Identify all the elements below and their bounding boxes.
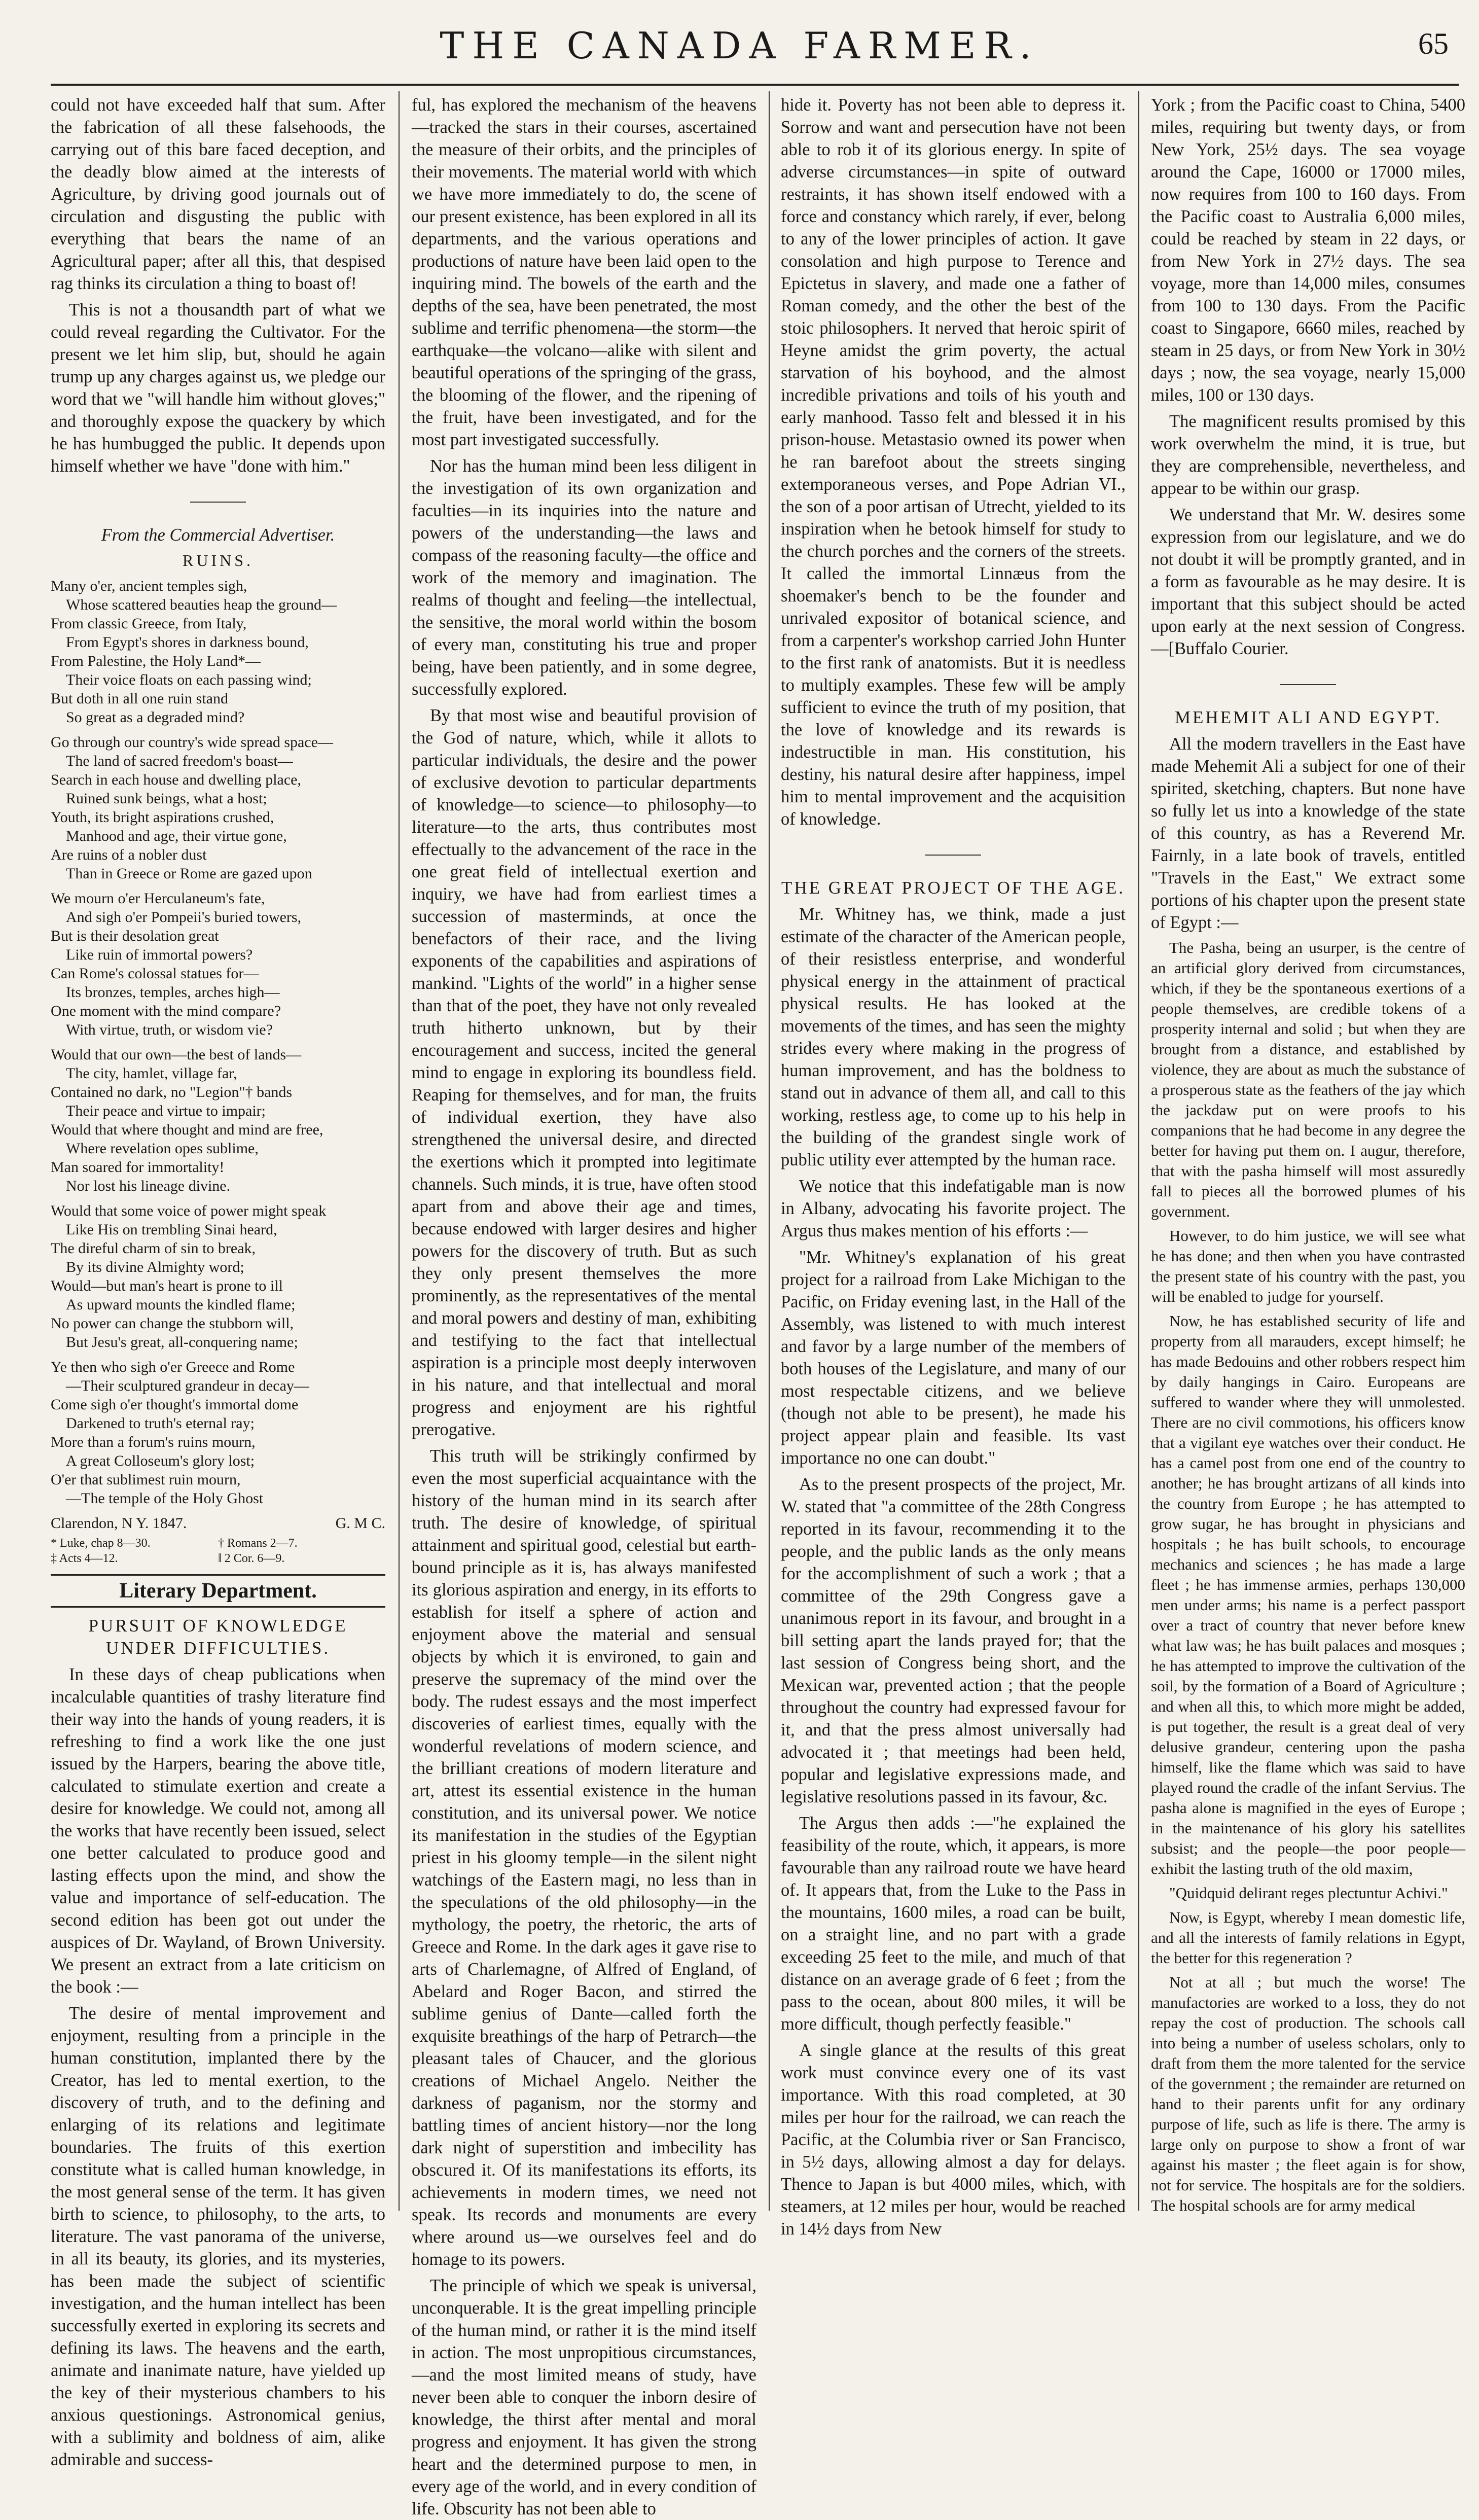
page-number: 65 bbox=[1418, 27, 1449, 60]
poem-line: Darkened to truth's eternal ray; bbox=[66, 1415, 255, 1432]
poem-line: No power can change the stubborn will, bbox=[51, 1315, 294, 1332]
poem-stanza bbox=[51, 577, 385, 727]
article-paragraph: In these days of cheap publications when incalculable quantities of trashy literature find their way into the hands of young readers, it is refreshing to find a work like the one just issued by the Harpers, bearing the above title, calculated to stimulate exertion and create a desire for knowledge. We could not, among all the works that have recently been issued, select one better calculated to produce good and lasting effects upon the mind, and show the value and importance of self-education. The second edition has been got out under the auspices of Dr. Wayland, of Brown University. We present an extract from a late criticism on the book :— bbox=[51, 1665, 385, 1997]
poem-line: Like ruin of immortal powers? bbox=[66, 946, 253, 963]
column-3 bbox=[781, 94, 1126, 2239]
article-paragraph: We understand that Mr. W. desires some expression from our legislature, and we do not doubt it will be promptly granted, and in a form as favourable as he may desire. It is important that this subject should be acted upon early at the next session of Congress.—[Buffalo Courier. bbox=[1151, 505, 1465, 658]
poem-line: More than a forum's ruins mourn, bbox=[51, 1434, 256, 1450]
article-paragraph: hide it. Poverty has not been able to depress it. Sorrow and want and persecution have not been able to rob it of its glorious energy. In spite of adverse circumstances—in spite of outward restraints, it has shown itself endowed with a force and constancy which rarely, if ever, belong to any of the lower principles of action. It gave consolation and high purpose to Terence and Epictetus in slavery, and made one a father of Roman comedy, and the other the best of the stoic philosophers. It nerved that heroic spirit of Heyne amidst the grim poverty, the actual starvation of his boyhood, and the almost incredible privations and toils of his youth and early manhood. Tasso felt and blessed it in his prison-house. Metastasio owned its power when he ran barefoot about the streets singing extemporaneous verses, and Pope Adrian VI., the son of a poor artisan of Utrecht, yielded to its inspiration when he betook himself for study to the church porches and the corners of the streets. It called the immortal Linnæus from the shoemaker's bench to be the founder and unrivaled expositor of botanical science, and from a carpenter's workshop carried John Hunter to the first rank of anatomists. But it is needless to multiply examples. These few will be amply sufficient to evince the truth of my position, that the love of knowledge and its rewards is indestructible in man. His constitution, his destiny, his natural desire after happiness, impel him to mental improvement and the acquisition of knowledge. bbox=[781, 95, 1126, 829]
poem-line: But Jesu's great, all-conquering name; bbox=[66, 1334, 298, 1351]
column-1 bbox=[51, 94, 385, 2469]
article-paragraph: Mr. Whitney has, we think, made a just estimate of the character of the American people, of their resistless enterprise, and wonderful physical energy in the attainment of practical physical results. He has looked at the movements of the times, and has seen the mighty strides every where making in the progress of human improvement, and has the boldness to stand out in advance of them all, and call to this working, restless age, to come up to his help in the building of the grandest single work of public utility ever attempted by the human race. bbox=[781, 905, 1126, 1169]
poem-line: Manhood and age, their virtue gone, bbox=[66, 828, 287, 844]
footnote: * Luke, chap 8—30. bbox=[51, 1537, 151, 1550]
article-paragraph: Not at all ; but much the worse! The manufactories are worked to a loss, they do not repay the cost of production. The schools call into being a number of useless scholars, only to draft from them the more talented for the service of the government ; the remainder are returned on hand to their parents unfit for any ordinary purpose of life, such as life is there. The army is large only on purpose to show a front of war against his master ; the fleet again is for show, not for service. The hospitals are for the soldiers. The hospital schools are for army medical bbox=[1151, 1973, 1465, 2214]
poem-line: Where revelation opes sublime, bbox=[66, 1140, 259, 1157]
poem-source: From the Commercial Advertiser. bbox=[101, 525, 335, 545]
ornament-divider bbox=[51, 489, 385, 512]
poem-stanza bbox=[51, 889, 385, 1039]
article-headline: PURSUIT OF KNOWLEDGE UNDER DIFFICULTIES. bbox=[88, 1616, 348, 1658]
latin-quote: "Quidquid delirant reges plectuntur Achivi." bbox=[1169, 1884, 1448, 1902]
poem-line: As upward mounts the kindled flame; bbox=[66, 1296, 296, 1313]
poem-place-date: Clarendon, N Y. 1847. bbox=[51, 1515, 187, 1532]
poem-line: So great as a degraded mind? bbox=[66, 709, 245, 726]
article-paragraph: This truth will be strikingly confirmed by even the most superficial acquaintance with the history of the human mind in its search after truth. The desire of knowledge, of spiritual attainment and spiritual good, celestial but earth-bound principle as it is, has always manifested its glorious aspiration and energy, in its efforts to establish for itself a sphere of action and enjoyment above the material and sensual objects by which it is environed, to gain and preserve the supremacy of the mind over the body. The rudest essays and the most imperfect discoveries of earliest times, equally with the wonderful revelations of modern science, and the brilliant creations of modern literature and art, attest its essential existence in the human constitution, and its universal power. We notice its manifestation in the studies of the Egyptian priest in his gloomy temple—in the silent night watchings of the Eastern magi, no less than in the speculations of the old philosophy—in the mythology, the poetry, the rhetoric, the arts of Greece and Rome. In the dark ages it gave rise to arts of Charlemagne, of Alfred of England, of Abelard and Roger Bacon, and stirred the sublime genius of Dante—called forth the exquisite breathings of the harp of Petrarch—the pleasant tales of Chaucer, and the glorious creations of Michael Angelo. Neither the darkness of paganism, nor the stormy and battling times of ancient history—nor the long dark night of superstition and imbecility has obscured it. Of its manifestations its efforts, its achievements in modern times, we need not speak. Its records and monuments are every where around us—we ourselves feel and do homage to its powers. bbox=[412, 1446, 756, 2269]
poem-line: —Their sculptured grandeur in decay— bbox=[66, 1377, 309, 1394]
article-paragraph: York ; from the Pacific coast to China, 5400 miles, requiring but twenty days, or from New York, 25½ days. The sea voyage around the Cape, 16000 or 17000 miles, now requires from 100 to 160 days. From the Pacific coast to Australia 6,000 miles, could be reached by steam in 22 days, or from New York in 27½ days. The sea voyage, more than 14,000 miles, consumes from 100 to 130 days. From the Pacific coast to Singapore, 6660 miles, reached by steam in 25 days, or from New York in 30½ days ; now, the sea voyage, nearly 15,000 miles, 100 or 130 days. bbox=[1151, 95, 1465, 405]
article-paragraph: A single glance at the results of this great work must convince every one of its vast importance. With this road completed, at 30 miles per hour for the railroad, we can reach the Pacific, at the Columbia river or San Francisco, in 5½ days, allowing almost a day for delays. Thence to Japan is but 4000 miles, which, with steamers, at 12 miles per hour, would be reached in 14½ days from New bbox=[781, 2041, 1126, 2239]
article-paragraph: Now, he has established security of life and property from all marauders, except himself; he has made Bedouins and other robbers respect him by daily hangings in Cairo. Europeans are suffered to wander where they will unmolested. There are no civil commotions, his officers know that a vigilant eye watches over their conduct. He has a camel post from one end of the country to another; he has brought artizans of all kinds into the country from Europe ; he has attempted to grow sugar, he has brought in physicians and hospitals ; he has built schools, to encourage mechanics and sciences ; he has made a large fleet ; he has immense armies, perhaps 130,000 men under arms; his name is a perfect passport over a tract of country that never before knew what law was; he has built palaces and mosques ; he has attempted to improve the cultivation of the soil, by the formation of a Board of Agriculture ; and when all this, to which more might be added, is put together, the result is a great deal of very delusive grandeur, centering upon the pasha himself, like the flame which was said to have played round the cradle of the infant Servius. The pasha alone is magnified in the eyes of Europe ; in the maintenance of his glory his satellites subsist; and the people—the poor people—exhibit the lasting truth of the old maxim, bbox=[1151, 1312, 1465, 1877]
article-headline: MEHEMIT ALI AND EGYPT. bbox=[1174, 707, 1442, 727]
poem-signature bbox=[51, 1514, 385, 1533]
poem-line: Come sigh o'er thought's immortal dome bbox=[51, 1396, 299, 1413]
poem bbox=[51, 577, 385, 1508]
poem-line: Go through our country's wide spread space— bbox=[51, 734, 333, 751]
poem-line: We mourn o'er Herculaneum's fate, bbox=[51, 890, 265, 907]
poem-stanza bbox=[51, 1045, 385, 1195]
article-paragraph: ful, has explored the mechanism of the heavens—tracked the stars in their courses, ascertained the measure of their orbits, and the principles of their movements. The material world with which we have more immediately to do, the scene of our present existence, has been explored in all its departments, and the various operations and productions of nature have been laid open to the inquiring mind. The bowels of the earth and the depths of the sea, have been penetrated, the most sublime and terrific phenomena—the storm—the earthquake—the volcano—alike with silent and beautiful operations of the springing of the grass, the blooming of the flower, and the ripening of the fruit, have been investigated, and for the most part investigated successfully. bbox=[412, 95, 756, 449]
poem-line: But is their desolation great bbox=[51, 928, 219, 944]
poem-line: Can Rome's colossal statues for— bbox=[51, 965, 259, 982]
article-paragraph: This is not a thousandth part of what we could reveal regarding the Cultivator. For the present we let him slip, but, should he again trump up any charges against us, we pledge our word that we "will handle him without gloves;" and thoroughly expose the quackery by which he has humbugged the public. It depends upon himself whether we have "done with him." bbox=[51, 300, 385, 476]
column-divider bbox=[399, 91, 400, 2211]
footnote: † Romans 2—7. bbox=[218, 1537, 298, 1550]
poem-line: And sigh o'er Pompeii's buried towers, bbox=[66, 909, 302, 926]
poem-line: —The temple of the Holy Ghost bbox=[66, 1490, 264, 1507]
article-paragraph: The desire of mental improvement and enjoyment, resulting from a principle in the human constitution, implanted there by the Creator, has led to mental exertion, to the discovery of truth, and to the defining and enlarging of its relations and legitimate boundaries. The fruits of this exertion constitute what is called human knowledge, in the most general sense of the term. It has given birth to science, to philosophy, to the arts, to literature. The vast panorama of the universe, in all its beauty, its glories, and its mysteries, has been made the subject of scientific investigation, and the human intellect has been successfully exerted in exploring its secrets and defining its laws. The heavens and the earth, animate and inanimate nature, have yielded up the key of their mysterious chambers to his anxious questionings. Astronomical genius, with a sublimity and boldness of aim, alike admirable and success- bbox=[51, 2004, 385, 2469]
extract-block bbox=[1151, 938, 1465, 2216]
poem-line: Nor lost his lineage divine. bbox=[66, 1178, 231, 1194]
poem-line: From Egypt's shores in darkness bound, bbox=[66, 634, 309, 651]
poem-line: A great Colloseum's glory lost; bbox=[66, 1452, 255, 1469]
ornament-divider bbox=[781, 842, 1126, 865]
poem-line: By its divine Almighty word; bbox=[66, 1259, 244, 1275]
poem-line: O'er that sublimest ruin mourn, bbox=[51, 1471, 241, 1488]
article-paragraph: The Argus then adds :—"he explained the feasibility of the route, which, it appears, is more favourable than any railroad route we have heard of. It appears that, from the Luke to the Pass in the mountains, 1600 miles, a road can be built, on a straight line, and no part with a grade exceeding 25 feet to the mile, and much of that distance on an average grade of 6 feet ; from the pass to the ocean, about 800 miles, it will be more difficult, though perfectly feasible." bbox=[781, 1814, 1126, 2034]
article-paragraph: The Pasha, being an usurper, is the centre of an artificial glory derived from circumstances, which, if they be the spontaneous exertions of a people themselves, are credible tokens of a prosperity internal and solid ; but when they are brought from a distance, and established by violence, they are about as much the substance of a prosperous state as the feathers of the jay which the jackdaw put on were proofs to his companions that he had become in any degree the better for having put them on. I augur, therefore, that with the pasha himself will most assuredly fall to pieces all the borrowed plumes of his government. bbox=[1151, 939, 1465, 1220]
poem-line: Would that some voice of power might speak bbox=[51, 1202, 327, 1219]
poem-line: Ye then who sigh o'er Greece and Rome bbox=[51, 1359, 295, 1375]
poem-line: Would that our own—the best of lands— bbox=[51, 1046, 302, 1063]
footnote: ‖ 2 Cor. 6—9. bbox=[218, 1552, 285, 1565]
footnote: ‡ Acts 4—12. bbox=[51, 1552, 118, 1565]
poem-stanza bbox=[51, 1201, 385, 1352]
poem-line: Whose scattered beauties heap the ground— bbox=[66, 596, 337, 613]
poem-line: Many o'er, ancient temples sigh, bbox=[51, 578, 247, 594]
poem-line: But doth in all one ruin stand bbox=[51, 690, 228, 707]
poem-line: Their voice floats on each passing wind; bbox=[66, 671, 312, 688]
poem-line: Youth, its bright aspirations crushed, bbox=[51, 809, 274, 826]
poem-line: Their peace and virtue to impair; bbox=[66, 1103, 266, 1119]
article-paragraph: The principle of which we speak is universal, unconquerable. It is the great impelling principle of the human mind, or rather it is the mind itself in action. The most unpropitious circumstances,—and the most limited means of study, have never been able to conquer the inborn desire of knowledge, the thirst after mental and moral progress and enjoyment. It has given the strong heart and the determined purpose to men, in every age of the world, and in every condition of life. Obscurity has not been able to bbox=[412, 2276, 756, 2518]
column-2 bbox=[412, 94, 756, 2518]
column-divider bbox=[1138, 91, 1139, 2211]
poem-line: With virtue, truth, or wisdom vie? bbox=[66, 1021, 273, 1038]
poem-initials: G. M C. bbox=[335, 1515, 385, 1532]
poem-line: From Palestine, the Holy Land*— bbox=[51, 653, 261, 669]
article-paragraph: "Mr. Whitney's explanation of his great project for a railroad from Lake Michigan to the Pacific, on Friday evening last, in the Hall of the Assembly, was listened to with much interest and favor by a large number of the members of both houses of the Legislature, and many of our most respectable citizens, and we believe (though not able to be present), he made his project appear plain and feasible. Its vast importance no one can doubt." bbox=[781, 1248, 1126, 1468]
ornament-divider bbox=[1151, 672, 1465, 694]
poem-line: Would—but man's heart is prone to ill bbox=[51, 1277, 283, 1294]
article-paragraph: Now, is Egypt, whereby I mean domestic life, and all the interests of family relations in Egypt, the better for this regeneration ? bbox=[1151, 1908, 1465, 1967]
header-rule bbox=[51, 84, 1459, 86]
article-paragraph: We notice that this indefatigable man is now in Albany, advocating his favorite project. The Argus thus makes mention of his efforts :— bbox=[781, 1177, 1126, 1240]
poem-stanza bbox=[51, 1358, 385, 1508]
poem-line: Ruined sunk beings, what a host; bbox=[66, 790, 267, 807]
page-header bbox=[0, 0, 1479, 91]
poem-line: Its bronzes, temples, arches high— bbox=[66, 984, 280, 1001]
article-paragraph: All the modern travellers in the East have made Mehemit Ali a subject for one of their spirited, sketching, chapters. But none have so fully let us into a knowledge of the state of this country, as has a Reverend Mr. Fairnly, in a late book of travels, entitled "Travels in the East," We extract some portions of his chapter upon the present state of Egypt :— bbox=[1151, 734, 1465, 932]
section-header: Literary Department. bbox=[51, 1574, 385, 1608]
poem-stanza bbox=[51, 733, 385, 883]
poem-line: Are ruins of a nobler dust bbox=[51, 846, 207, 863]
article-headline: THE GREAT PROJECT OF THE AGE. bbox=[781, 878, 1125, 898]
poem-line: Like His on trembling Sinai heard, bbox=[66, 1221, 277, 1238]
article-paragraph: could not have exceeded half that sum. After the fabrication of all these falsehoods, the carrying out of this bare faced deception, and the deadly blow aimed at the interests of Agriculture, by driving good journals out of circulation and disgusting the public with everything that bears the name of an Agricultural paper; after all this, that despised rag thinks its circulation a thing to boast of! bbox=[51, 95, 385, 293]
article-paragraph: Nor has the human mind been less diligent in the investigation of its own organization and faculties—in its inquiries into the nature and powers of the understanding—the laws and compass of the reasoning faculty—the office and work of the memory and imagination. The realms of thought and feeling—the intellectual, the sensitive, the moral world within the bosom of every man, constituting his true and proper being, have been patiently, and in some degree, successfully explored. bbox=[412, 456, 756, 699]
poem-footnotes bbox=[51, 1536, 385, 1566]
poem-line: The land of sacred freedom's boast— bbox=[66, 753, 293, 769]
poem-line: Than in Greece or Rome are gazed upon bbox=[66, 865, 312, 882]
article-paragraph: However, to do him justice, we will see what he has done; and then when you have contrasted the present state of his country with the past, you will be enabled to judge for yourself. bbox=[1151, 1227, 1465, 1305]
article-paragraph: The magnificent results promised by this work overwhelm the mind, it is true, but they are comprehensible, nevertheless, and appear to be within our grasp. bbox=[1151, 412, 1465, 498]
poem-line: The city, hamlet, village far, bbox=[66, 1065, 237, 1082]
poem-line: From classic Greece, from Italy, bbox=[51, 615, 247, 632]
article-paragraph: By that most wise and beautiful provision of the God of nature, which, while it allots to particular individuals, the desire and the power of exclusive devotion to particular departments of knowledge—to science—to philosophy—to literature—to the arts, thus contributes most effectually to the advancement of the race in the one great field of intellectual exertion and inquiry, we have had from earliest times a succession of masterminds, at once the benefactors of their race, and the living exponents of the capabilities and aspirations of mankind. "Lights of the world" in a higher sense than that of the poet, they have not only revealed truth hitherto unknown, but by their encouragement and success, incited the general mind to engage in exploring its boundless field. Reaping for themselves, and for man, the fruits of individual exertion, they have also strengthened the universal desire, and directed the exertions which it prompted into legitimate channels. Such minds, it is true, have often stood apart from and above their age and times, because endowed with larger desires and higher powers for the discovery of truth. But as such they only present themselves the more prominently, as the representatives of the mental and moral powers and destiny of man, exhibiting and testifying to the fact that intellectual aspiration is a principle most deeply interwoven in his nature, and that intellectual and moral progress and enjoyment are his rightful prerogative. bbox=[412, 706, 756, 1439]
poem-line: One moment with the mind compare? bbox=[51, 1003, 281, 1019]
article-paragraph: As to the present prospects of the project, Mr. W. stated that "a committee of the 28th Congress reported in its favour, recommending it to the people, and the public lands as the only means for the accomplishment of such a work ; that a committee of the 29th Congress gave a unanimous report in its favour, and brought in a bill setting apart the lands prayed for; that the last session of Congress being short, and the Mexican war, prevented action ; that the people throughout the country had expressed favour for it, and that the press almost universally had advocated it ; that meetings had been held, popular and legislative expressions made, and legislative resolutions passed in its favour, &c. bbox=[781, 1475, 1126, 1806]
poem-line: Search in each house and dwelling place, bbox=[51, 771, 301, 788]
poem-line: Would that where thought and mind are free, bbox=[51, 1121, 323, 1138]
column-divider bbox=[769, 91, 770, 2211]
poem-line: Man soared for immortality! bbox=[51, 1159, 225, 1176]
column-4 bbox=[1151, 94, 1465, 2216]
poem-title: RUINS. bbox=[182, 551, 254, 570]
poem-line: Contained no dark, no "Legion"† bands bbox=[51, 1084, 293, 1101]
poem-line: The direful charm of sin to break, bbox=[51, 1240, 256, 1257]
newspaper-masthead: THE CANADA FARMER. bbox=[440, 24, 1039, 67]
